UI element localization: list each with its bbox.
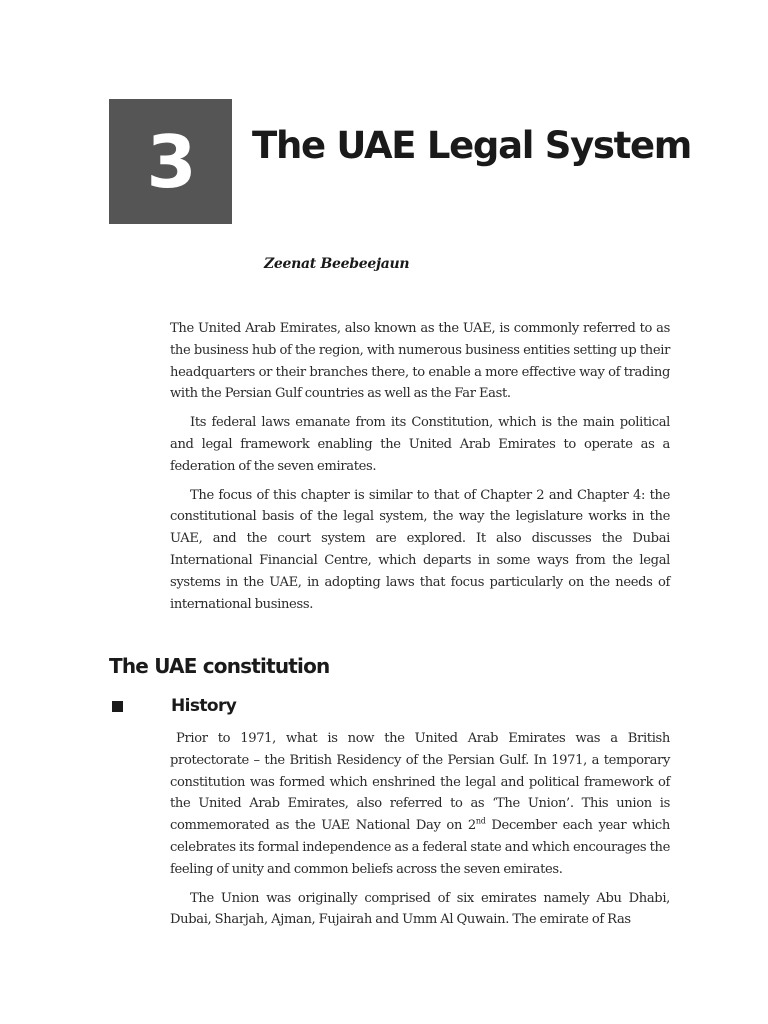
chapter-title: The UAE Legal System (252, 124, 692, 167)
history-text (170, 728, 670, 931)
history-paragraph-1 (170, 728, 670, 881)
history-paragraph-1-end: December each year which celebrates its formal independence as a federal state and which encourages the feeling of unity and common beliefs across the seven emirates. (170, 818, 670, 877)
history-paragraph-2: The Union was originally comprised of six emirates namely Abu Dhabi, Dubai, Sharjah, Ajman, Fujairah and Umm Al Quwain. The emirate of Ras (170, 890, 670, 928)
history-paragraph-1-start: Prior to 1971, what is now the United Arab Emirates was a British protectorate – the British Residency of the Persian Gulf. In 1971, a temporary constitution was formed which enshrined the legal and political framework of the United Arab Emirates, also referred to as ‘The Union’. This union is commemorated as the UAE National Day on 2 (170, 731, 670, 834)
intro-paragraph-3: The focus of this chapter is similar to that of Chapter 2 and Chapter 4: the constitutional basis of the legal system, the way the legislature works in the UAE, and the court system are explored. It also discusses the Dubai International Financial Centre, which departs in some ways from the legal systems in the UAE, in adopting laws that focus particularly on the needs of international business. (170, 487, 670, 612)
chapter-number-box (109, 99, 232, 224)
author-name: Zeenat Beebeejaun (264, 256, 410, 272)
chapter-number: 3 (146, 119, 195, 204)
intro-paragraph-2: Its federal laws emanate from its Constitution, which is the main political and legal framework enabling the United Arab Emirates to operate as a federation of the seven emirates. (170, 415, 670, 474)
square-bullet-icon (112, 701, 123, 712)
ordinal-suffix: nd (475, 816, 486, 826)
intro-paragraph-1: The United Arab Emirates, also known as the UAE, is commonly referred to as the business hub of the region, with numerous business entities setting up their headquarters or their branches there, to enable a more effective way of trading with the Persian Gulf countries as well as the Far East. (170, 321, 670, 402)
subsection-heading: History (171, 696, 237, 716)
section-heading: The UAE constitution (109, 654, 330, 678)
intro-text (170, 318, 670, 615)
